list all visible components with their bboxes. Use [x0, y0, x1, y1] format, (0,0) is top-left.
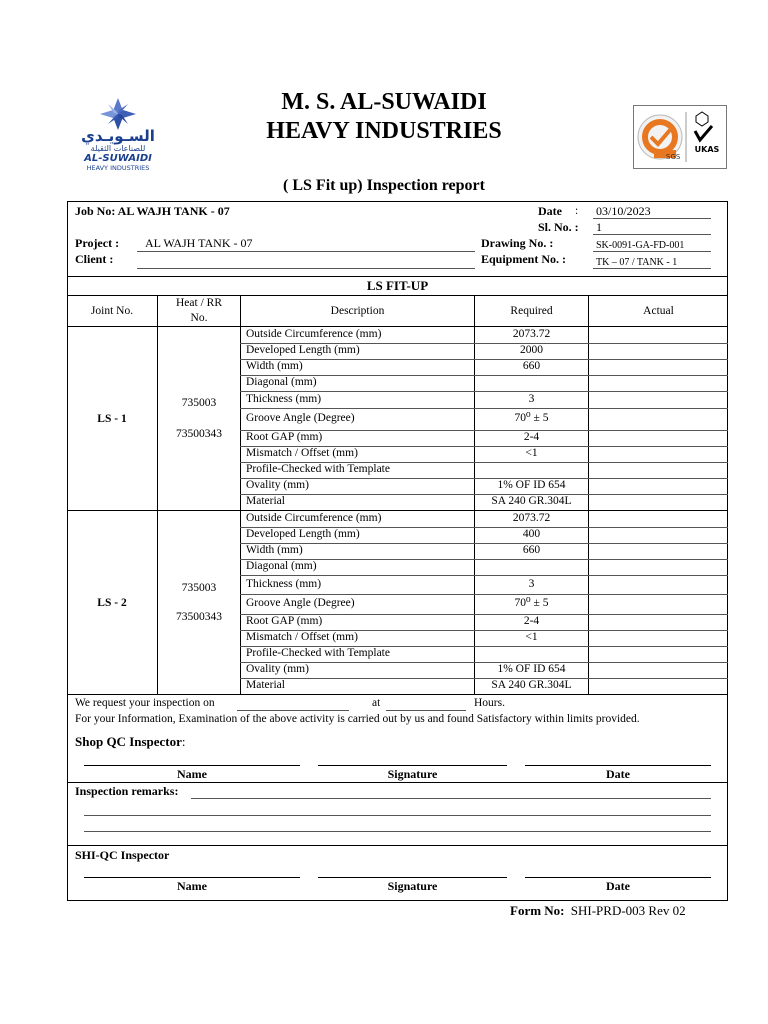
heat-ls-1-b: 73500343: [176, 428, 222, 440]
company-name-line2: HEAVY INDUSTRIES: [266, 118, 502, 144]
row-description: Groove Angle (Degree): [246, 412, 355, 424]
row-actual[interactable]: [592, 392, 726, 407]
row-required: 660: [522, 544, 541, 556]
shop-qc-title-row: [75, 734, 186, 750]
shop-qc-signature-label: Signature: [387, 767, 438, 781]
heat-ls-2-a: 735003: [181, 582, 217, 594]
date-label: Date: [538, 204, 562, 218]
header-heat-line1: Heat / RR: [176, 297, 222, 309]
row-description: Groove Angle (Degree): [246, 597, 355, 609]
client-underline: [137, 268, 475, 269]
column-divider-0: [157, 295, 158, 694]
row-actual[interactable]: [592, 647, 726, 661]
row-required: 2-4: [523, 615, 540, 627]
date-colon: :: [575, 205, 579, 217]
joint-ls-2: LS - 2: [97, 597, 127, 609]
client-label: Client :: [75, 252, 114, 266]
heat-ls-1-a: 735003: [181, 397, 217, 409]
shop-qc-name-label: Name: [177, 767, 207, 781]
row-actual[interactable]: [592, 463, 726, 477]
row-required: <1: [525, 631, 538, 643]
row-actual[interactable]: [592, 328, 726, 342]
form-no-label: Form No:: [510, 903, 565, 918]
company-name-line1: M. S. AL-SUWAIDI: [281, 89, 487, 115]
row-required: 2000: [520, 344, 543, 356]
row-actual[interactable]: [592, 409, 726, 429]
row-actual[interactable]: [592, 479, 726, 493]
row-actual[interactable]: [592, 431, 726, 445]
form-no-value: SHI-PRD-003 Rev 02: [570, 903, 686, 918]
header-required: Required: [510, 305, 553, 317]
project-value: AL WAJH TANK - 07: [145, 236, 253, 250]
request-time-field[interactable]: [386, 710, 466, 711]
row-description: Root GAP (mm): [246, 615, 323, 627]
row-description: Mismatch / Offset (mm): [246, 631, 358, 643]
info-line: For your Information, Examination of the above activity is carried out by us and found Satisfactory within limits provided.: [75, 713, 640, 725]
shi-qc-title: SHI-QC Inspector: [75, 848, 170, 862]
shop-qc-colon: :: [181, 734, 186, 749]
sgs-label: SGS: [666, 153, 681, 161]
header-heat-no: [158, 296, 240, 326]
row-required: 3: [528, 578, 535, 590]
remarks-line-2[interactable]: [84, 815, 711, 816]
row-description: Ovality (mm): [246, 663, 309, 675]
row-required: <1: [525, 447, 538, 459]
row-required: 70⁰ ± 5: [514, 597, 549, 609]
row-actual[interactable]: [592, 360, 726, 374]
row-description: Material: [246, 495, 285, 507]
heat-ls-2-b: 73500343: [176, 611, 222, 623]
table-bottom-line: [67, 694, 728, 695]
row-description: Width (mm): [246, 544, 303, 556]
header-description: Description: [330, 305, 385, 317]
report-title: ( LS Fit up) Inspection report: [283, 177, 485, 194]
row-description: Material: [246, 679, 285, 691]
row-description: Developed Length (mm): [246, 528, 360, 540]
row-required: SA 240 GR.304L: [491, 679, 572, 691]
row-required: 70⁰ ± 5: [514, 412, 549, 424]
header-heat-line2: No.: [190, 312, 208, 324]
drawing-label: Drawing No. :: [481, 236, 554, 250]
section-top-line: [67, 276, 728, 277]
row-required: 1% OF ID 654: [497, 479, 566, 491]
row-description: Profile-Checked with Template: [246, 463, 390, 475]
project-underline: [137, 251, 475, 252]
row-required: 2073.72: [512, 328, 551, 340]
sl-no-value: 1: [596, 220, 602, 234]
equipment-label: Equipment No. :: [481, 252, 567, 266]
shi-qc-signature-line[interactable]: [318, 877, 507, 878]
row-description: Diagonal (mm): [246, 560, 317, 572]
header-bottom-line: [67, 326, 728, 327]
header-actual: Actual: [643, 305, 674, 317]
project-label: Project :: [75, 236, 120, 250]
certification-badge: [633, 105, 727, 169]
row-description: Thickness (mm): [246, 393, 322, 405]
row-actual[interactable]: [592, 576, 726, 593]
row-actual[interactable]: [592, 631, 726, 645]
shi-qc-name-line[interactable]: [84, 877, 300, 878]
logo-arabic: السـويـدي: [81, 127, 155, 145]
row-required: 2073.72: [512, 512, 551, 524]
row-actual[interactable]: [592, 528, 726, 542]
request-date-field[interactable]: [237, 710, 349, 711]
row-actual[interactable]: [592, 495, 726, 509]
row-required: 1% OF ID 654: [497, 663, 566, 675]
remarks-label: Inspection remarks:: [75, 784, 179, 798]
row-description: Mismatch / Offset (mm): [246, 447, 358, 459]
remarks-top-line: [67, 782, 728, 783]
row-required: 3: [528, 393, 535, 405]
row-description: Developed Length (mm): [246, 344, 360, 356]
date-value: 03/10/2023: [596, 204, 651, 218]
shi-qc-name-label: Name: [177, 879, 207, 893]
row-actual[interactable]: [592, 447, 726, 461]
row-actual[interactable]: [592, 615, 726, 629]
row-actual[interactable]: [592, 560, 726, 574]
shop-qc-title: Shop QC Inspector: [75, 734, 182, 749]
row-description: Diagonal (mm): [246, 376, 317, 388]
group-separator: [67, 510, 728, 511]
row-required: 2-4: [523, 431, 540, 443]
logo-english-sub: HEAVY INDUSTRIES: [86, 164, 150, 172]
joint-ls-1: LS - 1: [97, 413, 127, 425]
form-no: [510, 903, 686, 919]
shop-qc-date-label: Date: [606, 767, 630, 781]
row-description: Outside Circumference (mm): [246, 512, 382, 524]
equipment-value: TK – 07 / TANK - 1: [596, 257, 678, 268]
remarks-line-1[interactable]: [191, 798, 711, 799]
request-hours: Hours.: [474, 697, 505, 709]
request-text: We request your inspection on: [75, 697, 215, 709]
row-required: 660: [522, 360, 541, 372]
row-actual[interactable]: [592, 376, 726, 390]
sl-no-label: Sl. No. :: [538, 220, 579, 234]
row-actual[interactable]: [592, 663, 726, 677]
remarks-line-3[interactable]: [84, 831, 711, 832]
row-required: SA 240 GR.304L: [491, 495, 572, 507]
equipment-underline: [593, 268, 711, 269]
job-no: Job No: AL WAJH TANK - 07: [75, 204, 230, 218]
shop-qc-date-line[interactable]: [525, 765, 711, 766]
logo-arabic-sub: للصناعات الثقيلة: [90, 144, 146, 153]
row-actual[interactable]: [592, 679, 726, 693]
section-title: LS FIT-UP: [366, 278, 429, 293]
header-joint-no: Joint No.: [90, 305, 134, 317]
row-description: Outside Circumference (mm): [246, 328, 382, 340]
drawing-value: SK-0091-GA-FD-001: [596, 240, 685, 251]
sl-no-underline: [593, 234, 711, 235]
shop-qc-name-line[interactable]: [84, 765, 300, 766]
row-actual[interactable]: [592, 544, 726, 558]
row-actual[interactable]: [592, 512, 726, 526]
drawing-underline: [593, 251, 711, 252]
shi-qc-signature-label: Signature: [387, 879, 438, 893]
shi-qc-date-label: Date: [606, 879, 630, 893]
row-description: Root GAP (mm): [246, 431, 323, 443]
shop-qc-signature-line[interactable]: [318, 765, 507, 766]
shi-qc-top-line: [67, 845, 728, 846]
row-description: Thickness (mm): [246, 578, 322, 590]
date-underline: [593, 218, 711, 219]
logo-english: AL-SUWAIDI: [84, 153, 152, 164]
row-description: Width (mm): [246, 360, 303, 372]
ukas-label: UKAS: [694, 145, 720, 154]
shi-qc-date-line[interactable]: [525, 877, 711, 878]
row-actual[interactable]: [592, 344, 726, 358]
request-at: at: [372, 697, 381, 709]
row-description: Profile-Checked with Template: [246, 647, 390, 659]
row-required: 400: [522, 528, 541, 540]
row-description: Ovality (mm): [246, 479, 309, 491]
row-actual[interactable]: [592, 595, 726, 613]
